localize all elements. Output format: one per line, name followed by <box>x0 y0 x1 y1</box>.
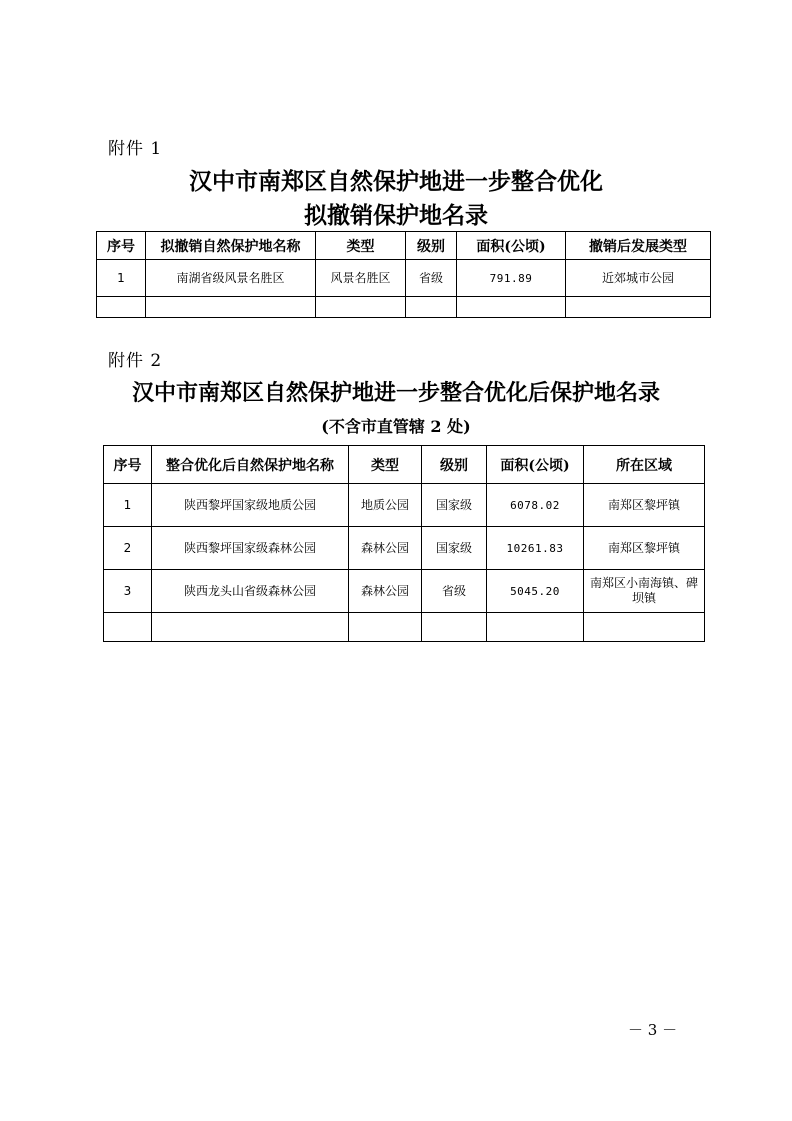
annex2-label: 附件 2 <box>108 351 163 371</box>
cell-empty <box>97 297 146 318</box>
header-level: 级别 <box>406 232 457 260</box>
cell-empty <box>146 297 316 318</box>
cell-region: 南郑区黎坪镇 <box>584 484 705 527</box>
cell-index: 1 <box>104 484 152 527</box>
annex2-title: 汉中市南郑区自然保护地进一步整合优化后保护地名录 <box>131 380 660 406</box>
cell-empty <box>104 613 152 642</box>
header-area: 面积(公顷) <box>457 232 566 260</box>
cell-empty <box>422 613 487 642</box>
table-row <box>104 527 705 570</box>
header-name: 整合优化后自然保护地名称 <box>152 446 349 484</box>
annex2-subtitle: (不含市直管辖 2 处) <box>321 417 471 436</box>
header-type: 类型 <box>316 232 406 260</box>
table-row-empty <box>104 613 705 642</box>
cell-empty <box>487 613 584 642</box>
header-level: 级别 <box>422 446 487 484</box>
cell-type: 森林公园 <box>349 527 422 570</box>
cell-empty <box>406 297 457 318</box>
cell-region: 南郑区小南海镇、碑坝镇 <box>584 570 705 613</box>
cell-region: 南郑区黎坪镇 <box>584 527 705 570</box>
header-index: 序号 <box>104 446 152 484</box>
cell-level: 国家级 <box>422 484 487 527</box>
cell-area: 10261.83 <box>487 527 584 570</box>
table-header-row <box>104 446 705 484</box>
cell-name: 南湖省级风景名胜区 <box>146 260 316 297</box>
cell-empty <box>457 297 566 318</box>
cell-area: 5045.20 <box>487 570 584 613</box>
cell-level: 省级 <box>406 260 457 297</box>
cell-name: 陕西黎坪国家级森林公园 <box>152 527 349 570</box>
cell-area: 791.89 <box>457 260 566 297</box>
cell-type: 地质公园 <box>349 484 422 527</box>
cell-empty <box>584 613 705 642</box>
table-row-empty <box>97 297 711 318</box>
annex2-table <box>103 445 705 642</box>
header-development-type: 撤销后发展类型 <box>566 232 711 260</box>
header-area: 面积(公顷) <box>487 446 584 484</box>
annex1-table <box>96 231 711 318</box>
cell-empty <box>566 297 711 318</box>
cell-level: 国家级 <box>422 527 487 570</box>
annex1-title-line1: 汉中市南郑区自然保护地进一步整合优化 <box>189 168 603 195</box>
header-index: 序号 <box>97 232 146 260</box>
cell-level: 省级 <box>422 570 487 613</box>
table-header-row <box>97 232 711 260</box>
annex1-title-line2: 拟撤销保护地名录 <box>304 202 488 229</box>
table-row <box>104 570 705 613</box>
page-number: － 3 － <box>628 1021 678 1039</box>
table-row <box>104 484 705 527</box>
cell-index: 2 <box>104 527 152 570</box>
cell-area: 6078.02 <box>487 484 584 527</box>
cell-empty <box>152 613 349 642</box>
header-name: 拟撤销自然保护地名称 <box>146 232 316 260</box>
table-row <box>97 260 711 297</box>
cell-type: 森林公园 <box>349 570 422 613</box>
cell-type: 风景名胜区 <box>316 260 406 297</box>
cell-empty <box>349 613 422 642</box>
annex1-label: 附件 1 <box>108 139 163 159</box>
cell-index: 3 <box>104 570 152 613</box>
header-type: 类型 <box>349 446 422 484</box>
cell-name: 陕西龙头山省级森林公园 <box>152 570 349 613</box>
header-region: 所在区域 <box>584 446 705 484</box>
cell-development-type: 近郊城市公园 <box>566 260 711 297</box>
cell-name: 陕西黎坪国家级地质公园 <box>152 484 349 527</box>
cell-empty <box>316 297 406 318</box>
cell-index: 1 <box>97 260 146 297</box>
